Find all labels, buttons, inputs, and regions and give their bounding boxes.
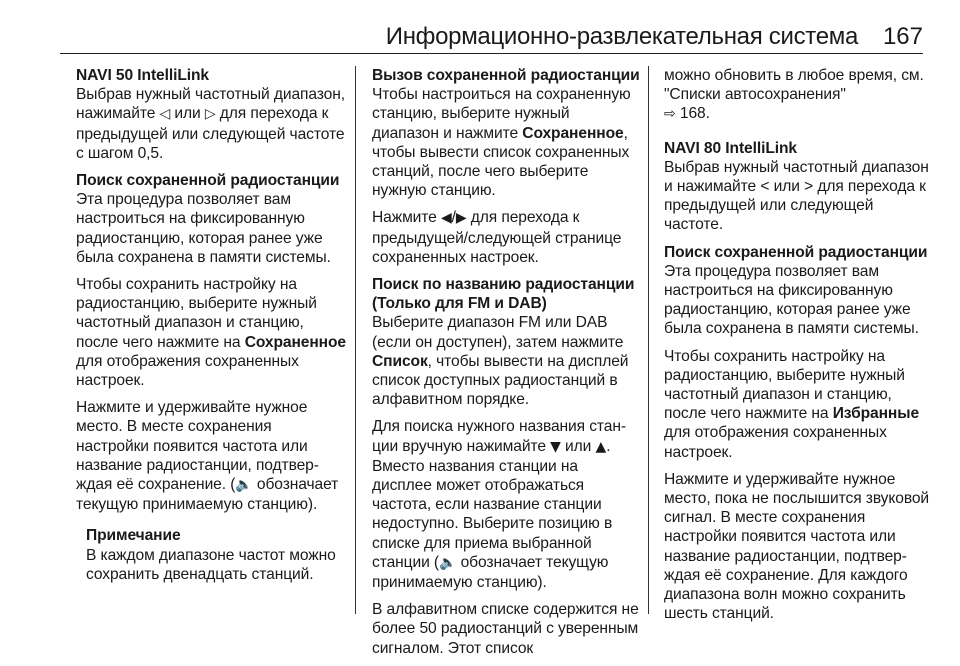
section-heading-search-saved-navi80: Поиск сохраненной радиостанции xyxy=(664,243,928,261)
paragraph-save-setting: Чтобы сохранить настройку на радиостанцию, выберите нужный частотный диапазон и станцию, после чего нажмите на Сохраненное для отображения сохраненных настроек. xyxy=(76,276,346,390)
page-reference-arrow-icon: ⇨ xyxy=(664,106,676,123)
left-triangle-icon: ◁ xyxy=(159,106,171,123)
section-heading-search-saved: Поиск сохраненной радиостанции xyxy=(76,172,340,190)
page-number: 167 xyxy=(882,23,923,50)
section-heading-search-by-name: Поиск по названию радиостанции (Только для FM и DAB) xyxy=(372,276,635,313)
page-reference: 168. xyxy=(679,105,710,123)
paragraph-list-update: можно обновить в любое время, см. "Списки автосохранения" ⇨ 168. xyxy=(664,67,924,123)
column-3 xyxy=(664,66,934,631)
column-1 xyxy=(76,66,346,584)
column-2 xyxy=(372,66,640,666)
paragraph-page-nav: Нажмите ◀/▶ для перехода к предыдущей/следующей странице сохраненных настроек. xyxy=(372,209,622,266)
paragraph-manual-search: Для поиска нужного названия станции вручную нажимайте ▼ или ▲. Вместо названия станции на дисплее может отображаться частота, если название станции недоступно. Выберите позицию в списке для приема выбранной станции (🔈 обозначает текущую принимаемую станцию). xyxy=(372,418,627,592)
paragraph-recall: Чтобы настроиться на сохраненную станцию, выберите нужный диапазон и нажмите Сохраненное, чтобы вывести список сохраненных станций, после чего выберите нужную станцию. xyxy=(372,86,631,200)
paragraph-press-hold-navi80: Нажмите и удерживайте нужное место, пока не послышится звуковой сигнал. В месте сохранения настройки появится частота или название радиостанции, подтверждая её сохранение. Для каждого диапазона волн можно сохранить шесть станций. xyxy=(664,470,930,623)
term-saved: Сохраненное xyxy=(522,124,624,142)
note-box xyxy=(86,526,346,584)
paragraph-press-hold: Нажмите и удерживайте нужное место. В месте сохранения настройки появится частота или название радиостанции, подтверждая её сохранение. (🔈 обозначает текущую принимаемую станцию). xyxy=(76,399,339,514)
angle-right-icon: > xyxy=(804,178,814,196)
solid-left-arrow-icon: ◀ xyxy=(440,210,452,227)
paragraph-frequency-step-navi80: Выбрав нужный частотный диапазон и нажимайте < или > для перехода к предыдущей или следующей частоте. xyxy=(664,158,929,234)
speaker-icon: 🔈 xyxy=(439,554,457,571)
column-divider-2 xyxy=(648,66,649,614)
page-title: Информационно-развлекательная система xyxy=(385,23,858,50)
angle-left-icon: < xyxy=(760,178,770,196)
paragraph-procedure: Эта процедура позволяет вам настроиться на фиксированную радиостанцию, которая ранее уже была сохранена в памяти системы. xyxy=(76,191,331,266)
section-heading-recall-saved: Вызов сохраненной радиостанции xyxy=(372,67,640,84)
column-divider-1 xyxy=(355,66,356,614)
note-text: В каждом диапазоне частот можно сохранить двенадцать станций. xyxy=(86,546,336,583)
speaker-icon: 🔈 xyxy=(235,477,253,494)
note-title: Примечание xyxy=(86,527,181,545)
solid-down-arrow-icon: ▼ xyxy=(550,438,561,455)
section-heading-navi80: NAVI 80 IntelliLink xyxy=(664,139,797,157)
page-header xyxy=(0,0,960,52)
term-list: Список xyxy=(372,352,428,370)
solid-up-arrow-icon: ▲ xyxy=(595,438,607,455)
paragraph-alphabetical-list: В алфавитном списке содержится не более 50 радиостанций с уверенным сигналом. Этот список xyxy=(372,601,639,657)
section-heading-navi50: NAVI 50 IntelliLink xyxy=(76,67,209,84)
solid-right-arrow-icon: ▶ xyxy=(455,210,467,227)
right-triangle-icon: ▷ xyxy=(204,106,216,123)
paragraph-frequency-step: Выбрав нужный частотный диапазон, нажимайте ◁ или ▷ для перехода к предыдущей или следующей частоте с шагом 0,5. xyxy=(76,86,345,162)
header-divider xyxy=(60,53,923,54)
paragraph-procedure-navi80: Эта процедура позволяет вам настроиться на фиксированную радиостанцию, которая ранее уже была сохранена в памяти системы. xyxy=(664,262,919,338)
paragraph-save-setting-navi80: Чтобы сохранить настройку на радиостанцию, выберите нужный частотный диапазон и станцию, после чего нажмите на Избранные для отображения сохраненных настроек. xyxy=(664,347,920,461)
term-favorites: Избранные xyxy=(832,405,920,423)
paragraph-select-band: Выберите диапазон FM или DAB (если он доступен), затем нажмите Список, чтобы вывести на дисплей список доступных радиостанций в алфавитном порядке. xyxy=(372,314,629,409)
term-saved: Сохраненное xyxy=(244,333,346,351)
